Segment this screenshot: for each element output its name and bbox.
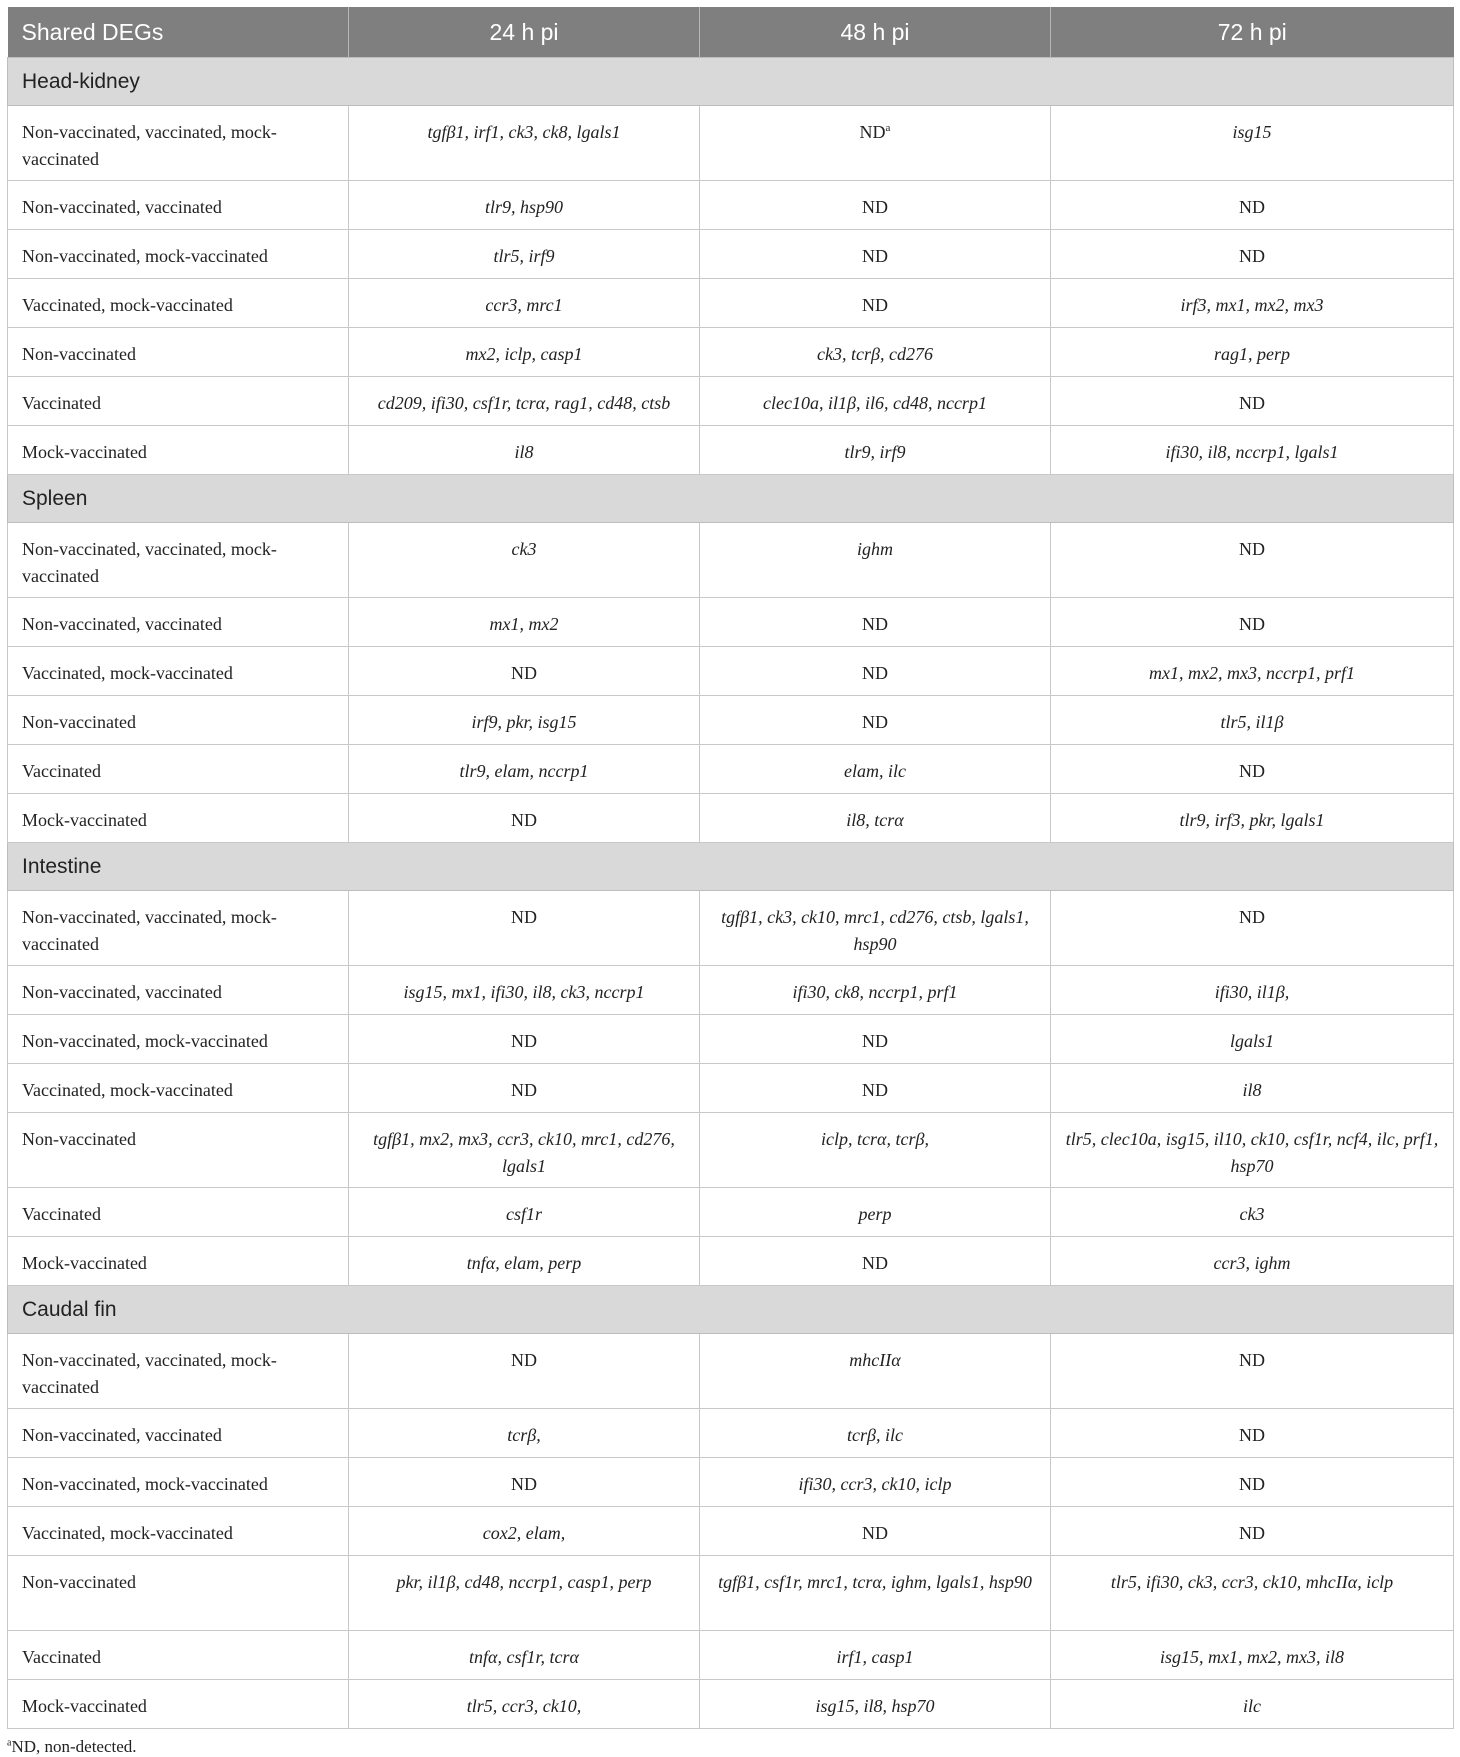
row-label: Non-vaccinated, mock-vaccinated — [8, 1458, 349, 1507]
header-48h: 48 h pi — [700, 7, 1051, 58]
gene-list: tcrβ, — [507, 1425, 541, 1445]
cell-48h — [700, 1113, 1051, 1188]
table-row — [8, 1631, 1454, 1680]
table-row — [8, 1334, 1454, 1409]
row-label: Non-vaccinated, vaccinated, mock-vaccinated — [8, 891, 349, 966]
row-label: Vaccinated, mock-vaccinated — [8, 1064, 349, 1113]
table-row — [8, 1237, 1454, 1286]
cell-72h — [1051, 1015, 1454, 1064]
gene-list: ifi30, ccr3, ck10, iclp — [798, 1474, 952, 1494]
table-row — [8, 523, 1454, 598]
gene-list: ND — [511, 1031, 537, 1051]
row-label: Non-vaccinated, vaccinated — [8, 966, 349, 1015]
gene-list: ND — [862, 295, 888, 315]
table-row — [8, 181, 1454, 230]
cell-24h — [349, 426, 700, 475]
cell-72h — [1051, 745, 1454, 794]
gene-list: tnfα, elam, perp — [466, 1253, 582, 1273]
cell-48h — [700, 745, 1051, 794]
cell-48h — [700, 1556, 1051, 1631]
gene-list: tlr5, ccr3, ck10, — [466, 1696, 582, 1716]
row-label: Mock-vaccinated — [8, 1680, 349, 1729]
gene-list: clec10a, il1β, il6, cd48, nccrp1 — [763, 393, 987, 413]
cell-72h — [1051, 230, 1454, 279]
cell-72h — [1051, 523, 1454, 598]
cell-72h — [1051, 1507, 1454, 1556]
row-label: Non-vaccinated, vaccinated — [8, 181, 349, 230]
cell-24h — [349, 106, 700, 181]
gene-list: ND — [862, 1523, 888, 1543]
cell-48h — [700, 426, 1051, 475]
cell-24h — [349, 181, 700, 230]
table-row — [8, 1556, 1454, 1631]
row-label: Non-vaccinated, vaccinated — [8, 1409, 349, 1458]
cell-24h — [349, 1113, 700, 1188]
cell-24h — [349, 1237, 700, 1286]
cell-48h — [700, 1015, 1051, 1064]
cell-48h — [700, 106, 1051, 181]
cell-24h — [349, 1015, 700, 1064]
gene-list: ifi30, il1β, — [1214, 982, 1290, 1002]
table-row — [8, 794, 1454, 843]
gene-list: il8 — [514, 442, 534, 462]
gene-list: isg15 — [1232, 122, 1272, 142]
gene-list: ND — [511, 810, 537, 830]
gene-list: ND — [1239, 1523, 1265, 1543]
gene-list: ccr3, ighm — [1213, 1253, 1291, 1273]
cell-72h — [1051, 598, 1454, 647]
row-label: Vaccinated, mock-vaccinated — [8, 279, 349, 328]
cell-72h — [1051, 1188, 1454, 1237]
table-row — [8, 1409, 1454, 1458]
table-row — [8, 1680, 1454, 1729]
cell-24h — [349, 1188, 700, 1237]
table-row — [8, 598, 1454, 647]
section-title: Caudal fin — [8, 1286, 1454, 1334]
row-label: Mock-vaccinated — [8, 794, 349, 843]
gene-list: ccr3, mrc1 — [485, 295, 563, 315]
row-label: Non-vaccinated, mock-vaccinated — [8, 1015, 349, 1064]
row-label: Non-vaccinated, vaccinated — [8, 598, 349, 647]
table-row — [8, 377, 1454, 426]
cell-48h — [700, 181, 1051, 230]
cell-24h — [349, 1507, 700, 1556]
cell-48h — [700, 966, 1051, 1015]
cell-72h — [1051, 1237, 1454, 1286]
table-row — [8, 1507, 1454, 1556]
row-label: Vaccinated — [8, 1188, 349, 1237]
row-label: Vaccinated — [8, 1631, 349, 1680]
cell-48h — [700, 1188, 1051, 1237]
cell-24h — [349, 328, 700, 377]
gene-list: ND — [862, 246, 888, 266]
gene-list: tgfβ1, ck3, ck10, mrc1, cd276, ctsb, lgals1, hsp90 — [721, 907, 1029, 954]
cell-48h — [700, 696, 1051, 745]
cell-48h — [700, 1507, 1051, 1556]
cell-24h — [349, 1631, 700, 1680]
header-72h: 72 h pi — [1051, 7, 1454, 58]
table-row — [8, 745, 1454, 794]
gene-list: rag1, perp — [1214, 344, 1290, 364]
cell-24h — [349, 696, 700, 745]
cell-72h — [1051, 1556, 1454, 1631]
gene-list: ND — [862, 663, 888, 683]
gene-list: ND — [1239, 614, 1265, 634]
gene-list: ND — [511, 663, 537, 683]
gene-list: isg15, mx1, ifi30, il8, ck3, nccrp1 — [403, 982, 645, 1002]
gene-list: ck3 — [1239, 1204, 1265, 1224]
table-body — [8, 58, 1454, 1729]
gene-list: ck3 — [511, 539, 537, 559]
row-label: Non-vaccinated — [8, 328, 349, 377]
cell-72h — [1051, 106, 1454, 181]
cell-48h — [700, 598, 1051, 647]
table-row — [8, 1064, 1454, 1113]
section-row — [8, 58, 1454, 106]
cell-72h — [1051, 1631, 1454, 1680]
table-row — [8, 1015, 1454, 1064]
section-row — [8, 843, 1454, 891]
row-label: Non-vaccinated, vaccinated, mock-vaccinated — [8, 106, 349, 181]
footnote-text: ND, non-detected. — [11, 1737, 137, 1756]
gene-list: cd209, ifi30, csf1r, tcrα, rag1, cd48, ctsb — [377, 393, 671, 413]
cell-48h — [700, 1334, 1051, 1409]
gene-list: tcrβ, ilc — [847, 1425, 903, 1445]
gene-list: ND — [862, 1080, 888, 1100]
cell-72h — [1051, 966, 1454, 1015]
table-row — [8, 1188, 1454, 1237]
gene-list: ND — [862, 1031, 888, 1051]
gene-list: ND — [1239, 907, 1265, 927]
cell-24h — [349, 794, 700, 843]
cell-48h — [700, 279, 1051, 328]
header-row — [8, 7, 1454, 58]
header-24h: 24 h pi — [349, 7, 700, 58]
cell-72h — [1051, 1113, 1454, 1188]
table-row — [8, 230, 1454, 279]
cell-48h — [700, 1064, 1051, 1113]
gene-list: irf3, mx1, mx2, mx3 — [1180, 295, 1324, 315]
gene-list: tlr5, irf9 — [493, 246, 555, 266]
section-title: Head-kidney — [8, 58, 1454, 106]
cell-24h — [349, 1064, 700, 1113]
gene-list: tgfβ1, csf1r, mrc1, tcrα, ighm, lgals1, hsp90 — [718, 1572, 1032, 1592]
table-row — [8, 696, 1454, 745]
cell-72h — [1051, 1334, 1454, 1409]
footnote-marker: a — [7, 1737, 12, 1749]
footnote-ref: a — [885, 122, 891, 134]
gene-list: tgfβ1, mx2, mx3, ccr3, ck10, mrc1, cd276, lgals1 — [373, 1129, 675, 1176]
cell-24h — [349, 598, 700, 647]
cell-48h — [700, 377, 1051, 426]
gene-list: ck3, tcrβ, cd276 — [817, 344, 933, 364]
gene-list: perp — [858, 1204, 892, 1224]
cell-72h — [1051, 181, 1454, 230]
section-row — [8, 475, 1454, 523]
gene-list: ND — [1239, 1474, 1265, 1494]
deg-table-container — [7, 7, 1453, 1757]
gene-list: isg15, il8, hsp70 — [815, 1696, 935, 1716]
row-label: Vaccinated — [8, 745, 349, 794]
cell-72h — [1051, 891, 1454, 966]
row-label: Non-vaccinated, mock-vaccinated — [8, 230, 349, 279]
table-row — [8, 426, 1454, 475]
cell-72h — [1051, 696, 1454, 745]
row-label: Vaccinated, mock-vaccinated — [8, 647, 349, 696]
row-label: Non-vaccinated — [8, 1113, 349, 1188]
cell-72h — [1051, 1680, 1454, 1729]
cell-48h — [700, 523, 1051, 598]
cell-24h — [349, 1409, 700, 1458]
gene-list: il8 — [1242, 1080, 1262, 1100]
cell-24h — [349, 1556, 700, 1631]
cell-48h — [700, 794, 1051, 843]
gene-list: isg15, mx1, mx2, mx3, il8 — [1160, 1647, 1344, 1667]
gene-list: tlr9, elam, nccrp1 — [459, 761, 589, 781]
gene-list: ND — [511, 1080, 537, 1100]
gene-list: ND — [511, 1350, 537, 1370]
cell-48h — [700, 1409, 1051, 1458]
gene-list: tlr9, irf9 — [844, 442, 906, 462]
gene-list: ND — [1239, 197, 1265, 217]
cell-72h — [1051, 426, 1454, 475]
cell-48h — [700, 230, 1051, 279]
gene-list: mhcIIα — [849, 1350, 901, 1370]
gene-list: iclp, tcrα, tcrβ, — [821, 1129, 929, 1149]
gene-list: csf1r — [506, 1204, 542, 1224]
table-row — [8, 966, 1454, 1015]
gene-list: irf1, casp1 — [836, 1647, 914, 1667]
gene-list: ND — [862, 712, 888, 732]
cell-24h — [349, 279, 700, 328]
gene-list: mx1, mx2, mx3, nccrp1, prf1 — [1149, 663, 1355, 683]
cell-48h — [700, 647, 1051, 696]
gene-list: ND — [862, 1253, 888, 1273]
row-label: Vaccinated, mock-vaccinated — [8, 1507, 349, 1556]
gene-list: ND — [862, 614, 888, 634]
row-label: Non-vaccinated — [8, 696, 349, 745]
gene-list: mx1, mx2 — [489, 614, 559, 634]
header-shared-degs: Shared DEGs — [8, 7, 349, 58]
cell-24h — [349, 647, 700, 696]
gene-list: ND — [1239, 246, 1265, 266]
gene-list: tlr5, ifi30, ck3, ccr3, ck10, mhcIIα, iclp — [1110, 1572, 1394, 1592]
cell-24h — [349, 1334, 700, 1409]
table-row — [8, 1113, 1454, 1188]
gene-list: tnfα, csf1r, tcrα — [469, 1647, 579, 1667]
gene-list: ND — [1239, 393, 1265, 413]
cell-48h — [700, 1631, 1051, 1680]
gene-list: mx2, iclp, casp1 — [465, 344, 583, 364]
gene-list: pkr, il1β, cd48, nccrp1, casp1, perp — [396, 1572, 652, 1592]
footnote — [7, 1737, 1453, 1757]
section-row — [8, 1286, 1454, 1334]
row-label: Vaccinated — [8, 377, 349, 426]
table-row — [8, 647, 1454, 696]
cell-24h — [349, 523, 700, 598]
row-label: Non-vaccinated — [8, 1556, 349, 1631]
cell-72h — [1051, 328, 1454, 377]
row-label: Mock-vaccinated — [8, 1237, 349, 1286]
gene-list: tlr9, irf3, pkr, lgals1 — [1179, 810, 1325, 830]
cell-24h — [349, 377, 700, 426]
gene-list: irf9, pkr, isg15 — [471, 712, 577, 732]
gene-list: ND — [511, 1474, 537, 1494]
cell-48h — [700, 1458, 1051, 1507]
cell-48h — [700, 328, 1051, 377]
gene-list: ND — [1239, 1350, 1265, 1370]
cell-72h — [1051, 1458, 1454, 1507]
cell-48h — [700, 1680, 1051, 1729]
cell-24h — [349, 230, 700, 279]
gene-list: lgals1 — [1229, 1031, 1274, 1051]
gene-list: ND — [862, 197, 888, 217]
table-row — [8, 106, 1454, 181]
gene-list: ighm — [857, 539, 893, 559]
cell-24h — [349, 1680, 700, 1729]
table-row — [8, 1458, 1454, 1507]
cell-24h — [349, 745, 700, 794]
table-row — [8, 891, 1454, 966]
table-row — [8, 279, 1454, 328]
table-row — [8, 328, 1454, 377]
cell-72h — [1051, 1064, 1454, 1113]
section-title: Spleen — [8, 475, 1454, 523]
gene-list: tlr5, clec10a, isg15, il10, ck10, csf1r, ncf4, ilc, prf1, hsp70 — [1065, 1129, 1439, 1176]
row-label: Non-vaccinated, vaccinated, mock-vaccinated — [8, 523, 349, 598]
gene-list: cox2, elam, — [482, 1523, 566, 1543]
section-title: Intestine — [8, 843, 1454, 891]
cell-48h — [700, 891, 1051, 966]
gene-list: tlr5, il1β — [1220, 712, 1284, 732]
gene-list: ND — [511, 907, 537, 927]
gene-list: ND — [1239, 1425, 1265, 1445]
cell-72h — [1051, 1409, 1454, 1458]
gene-list: tlr9, hsp90 — [484, 197, 563, 217]
row-label: Non-vaccinated, vaccinated, mock-vaccinated — [8, 1334, 349, 1409]
cell-72h — [1051, 794, 1454, 843]
gene-list: ifi30, ck8, nccrp1, prf1 — [792, 982, 958, 1002]
cell-72h — [1051, 377, 1454, 426]
gene-list: tgfβ1, irf1, ck3, ck8, lgals1 — [427, 122, 621, 142]
cell-72h — [1051, 279, 1454, 328]
gene-list: ilc — [1243, 1696, 1261, 1716]
row-label: Mock-vaccinated — [8, 426, 349, 475]
gene-list: ND — [859, 122, 886, 142]
gene-list: ND — [1239, 761, 1265, 781]
gene-list: ifi30, il8, nccrp1, lgals1 — [1165, 442, 1339, 462]
gene-list: il8, tcrα — [846, 810, 904, 830]
cell-48h — [700, 1237, 1051, 1286]
gene-list: ND — [1239, 539, 1265, 559]
cell-24h — [349, 1458, 700, 1507]
gene-list: elam, ilc — [844, 761, 906, 781]
cell-24h — [349, 966, 700, 1015]
shared-degs-table — [7, 7, 1454, 1729]
cell-24h — [349, 891, 700, 966]
cell-72h — [1051, 647, 1454, 696]
